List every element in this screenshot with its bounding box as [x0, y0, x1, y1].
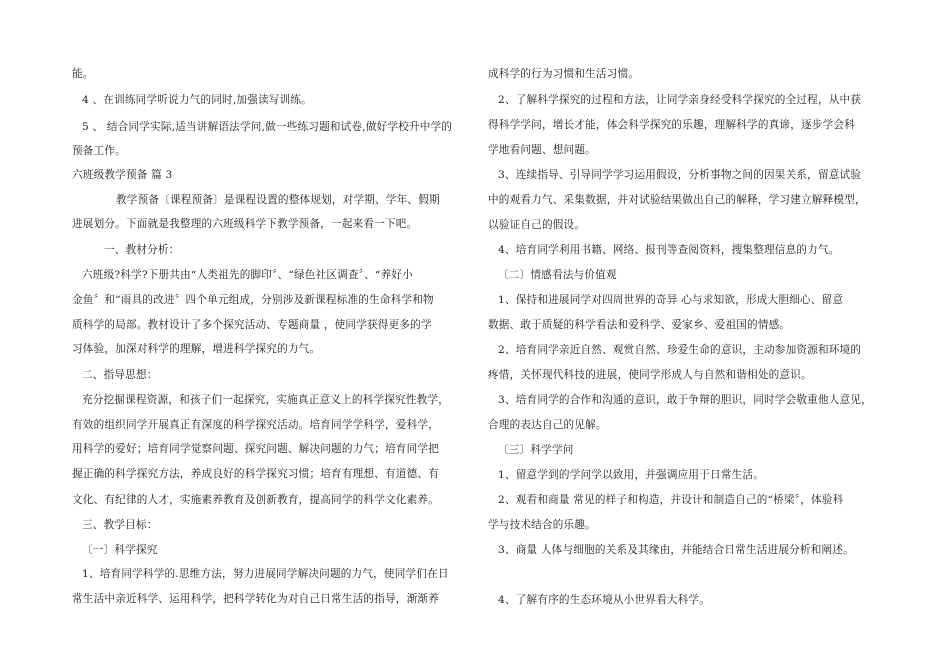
text-line: 数据、敢于质疑的科学看法和爱科学、爱家乡、爱祖国的情感。 — [488, 319, 791, 331]
text-line: 疼惜，关怀现代科技的进展，使同学形成人与自然和谐相处的意识。 — [488, 369, 812, 381]
section-heading: 六班级教学预备 篇 3 — [72, 169, 173, 181]
text-line: 学地看问题、想问题。 — [488, 144, 596, 156]
text-line: 六班级?科学?下册共由“人类祖先的脚印〞、“绿色社区调查〞、“养好小 — [82, 269, 414, 281]
text-line: 金鱼〞和“雨具的改进〞四个单元组成，分别涉及新课程标准的生命科学和物 — [72, 294, 434, 306]
text-line: 握正确的科学探究方法，养成良好的科学探究习惯；培育有理想、有道德、有 — [72, 468, 439, 480]
subheading: 一、教材分析： — [104, 244, 180, 256]
subheading: 〔二〕情感看法与价值观 — [498, 269, 617, 281]
text-line: 4、了解有序的生态环境从小世界看大科学。 — [498, 594, 711, 606]
text-line: 4、培育同学利用书籍、网络、报刊等查阅资料，搜集整理信息的力气。 — [498, 244, 840, 256]
text-line: 1、保持和进展同学对四周世界的奇异 心与求知欲，形成大胆细心、留意 — [498, 294, 844, 306]
subheading: 〔一〕科学探究 — [82, 544, 158, 556]
text-line: 3、培育同学的合作和沟通的意识，敢于争辩的胆识，同时学会敬重他人意见， — [498, 394, 872, 406]
text-line: 3、连续指导、引导同学学习运用假设，分析事物之间的因果关系，留意试验 — [498, 169, 862, 181]
text-line: 充分挖掘课程资源，和孩子们一起探究，实施真正意义上的科学探究性教学， — [82, 394, 449, 406]
text-line: 教学预备〔课程预备〕是课程设置的整体规划，对学期、学年、假期 — [116, 194, 440, 206]
text-line: 得科学学问，增长才能，体会科学探究的乐趣，理解科学的真谛，逐步学会科 — [488, 119, 855, 131]
text-line: 2、培育同学亲近自然、观赏自然、珍爱生命的意识，主动参加资源和环境的 — [498, 344, 862, 356]
text-line: 1、培育同学科学的.思维方法，努力进展同学解决问题的力气，使同学们在日 — [82, 568, 449, 580]
text-line: 常生活中亲近科学、运用科学，把科学转化为对自己日常生活的指导，渐渐养 — [72, 593, 439, 605]
text-line: 2、了解科学探究的过程和方法，让同学亲身经受科学探究的全过程，从中获 — [498, 94, 862, 106]
text-line: 质科学的局部。教材设计了多个探究活动、专题商量 ，使同学获得更多的学 — [72, 319, 432, 331]
text-line: 3、商量 人体与细胞的关系及其缘由，并能结合日常生活进展分析和阐述。 — [498, 544, 854, 556]
text-line: 能。 — [72, 68, 94, 80]
text-line: 中的观看力气、采集数据，并对试验结果做出自己的解释，学习建立解释模型， — [488, 194, 866, 206]
subheading: 二、指导思想： — [82, 369, 158, 381]
text-line: 以验证自己的假设。 — [488, 219, 586, 231]
text-line: 5 、 结合同学实际,适当讲解语法学问,做一些练习题和试卷,做好学校升中学的 — [82, 121, 453, 133]
text-line: 有效的组织同学开展真正有深度的科学探究活动。培育同学学科学，爱科学， — [72, 419, 439, 431]
text-line: 预备工作。 — [72, 145, 126, 157]
text-line: 合理的表达自己的见解。 — [488, 419, 607, 431]
text-line: 进展划分。下面就是我整理的六班级科学下教学预备，一起来看一下吧。 — [72, 218, 418, 230]
text-line: 1、留意学到的学问学以致用，并强调应用于日常生活。 — [498, 469, 764, 481]
text-line: 文化、有纪律的人才，实施素养教育及创新教育，提高同学的科学文化素养。 — [72, 494, 439, 506]
subheading: 〔三〕科学学问 — [498, 444, 574, 456]
text-line: 习体验，加深对科学的理解，增进科学探究的力气。 — [72, 343, 321, 355]
text-line: 4 、在训练同学听说力气的同时,加强读写训练。 — [82, 94, 312, 106]
text-line: 用科学的爱好；培育同学觉察问题、探究问题、解决问题的力气；培育同学把 — [72, 443, 439, 455]
text-line: 学与技术结合的乐趣。 — [488, 519, 596, 531]
text-line: 2、观看和商量 常见的样子和构造，并设计和制造自己的“桥梁〞，体验科 — [498, 494, 844, 506]
text-line: 成科学的行为习惯和生活习惯。 — [488, 68, 640, 80]
subheading: 三、教学目标： — [82, 519, 158, 531]
